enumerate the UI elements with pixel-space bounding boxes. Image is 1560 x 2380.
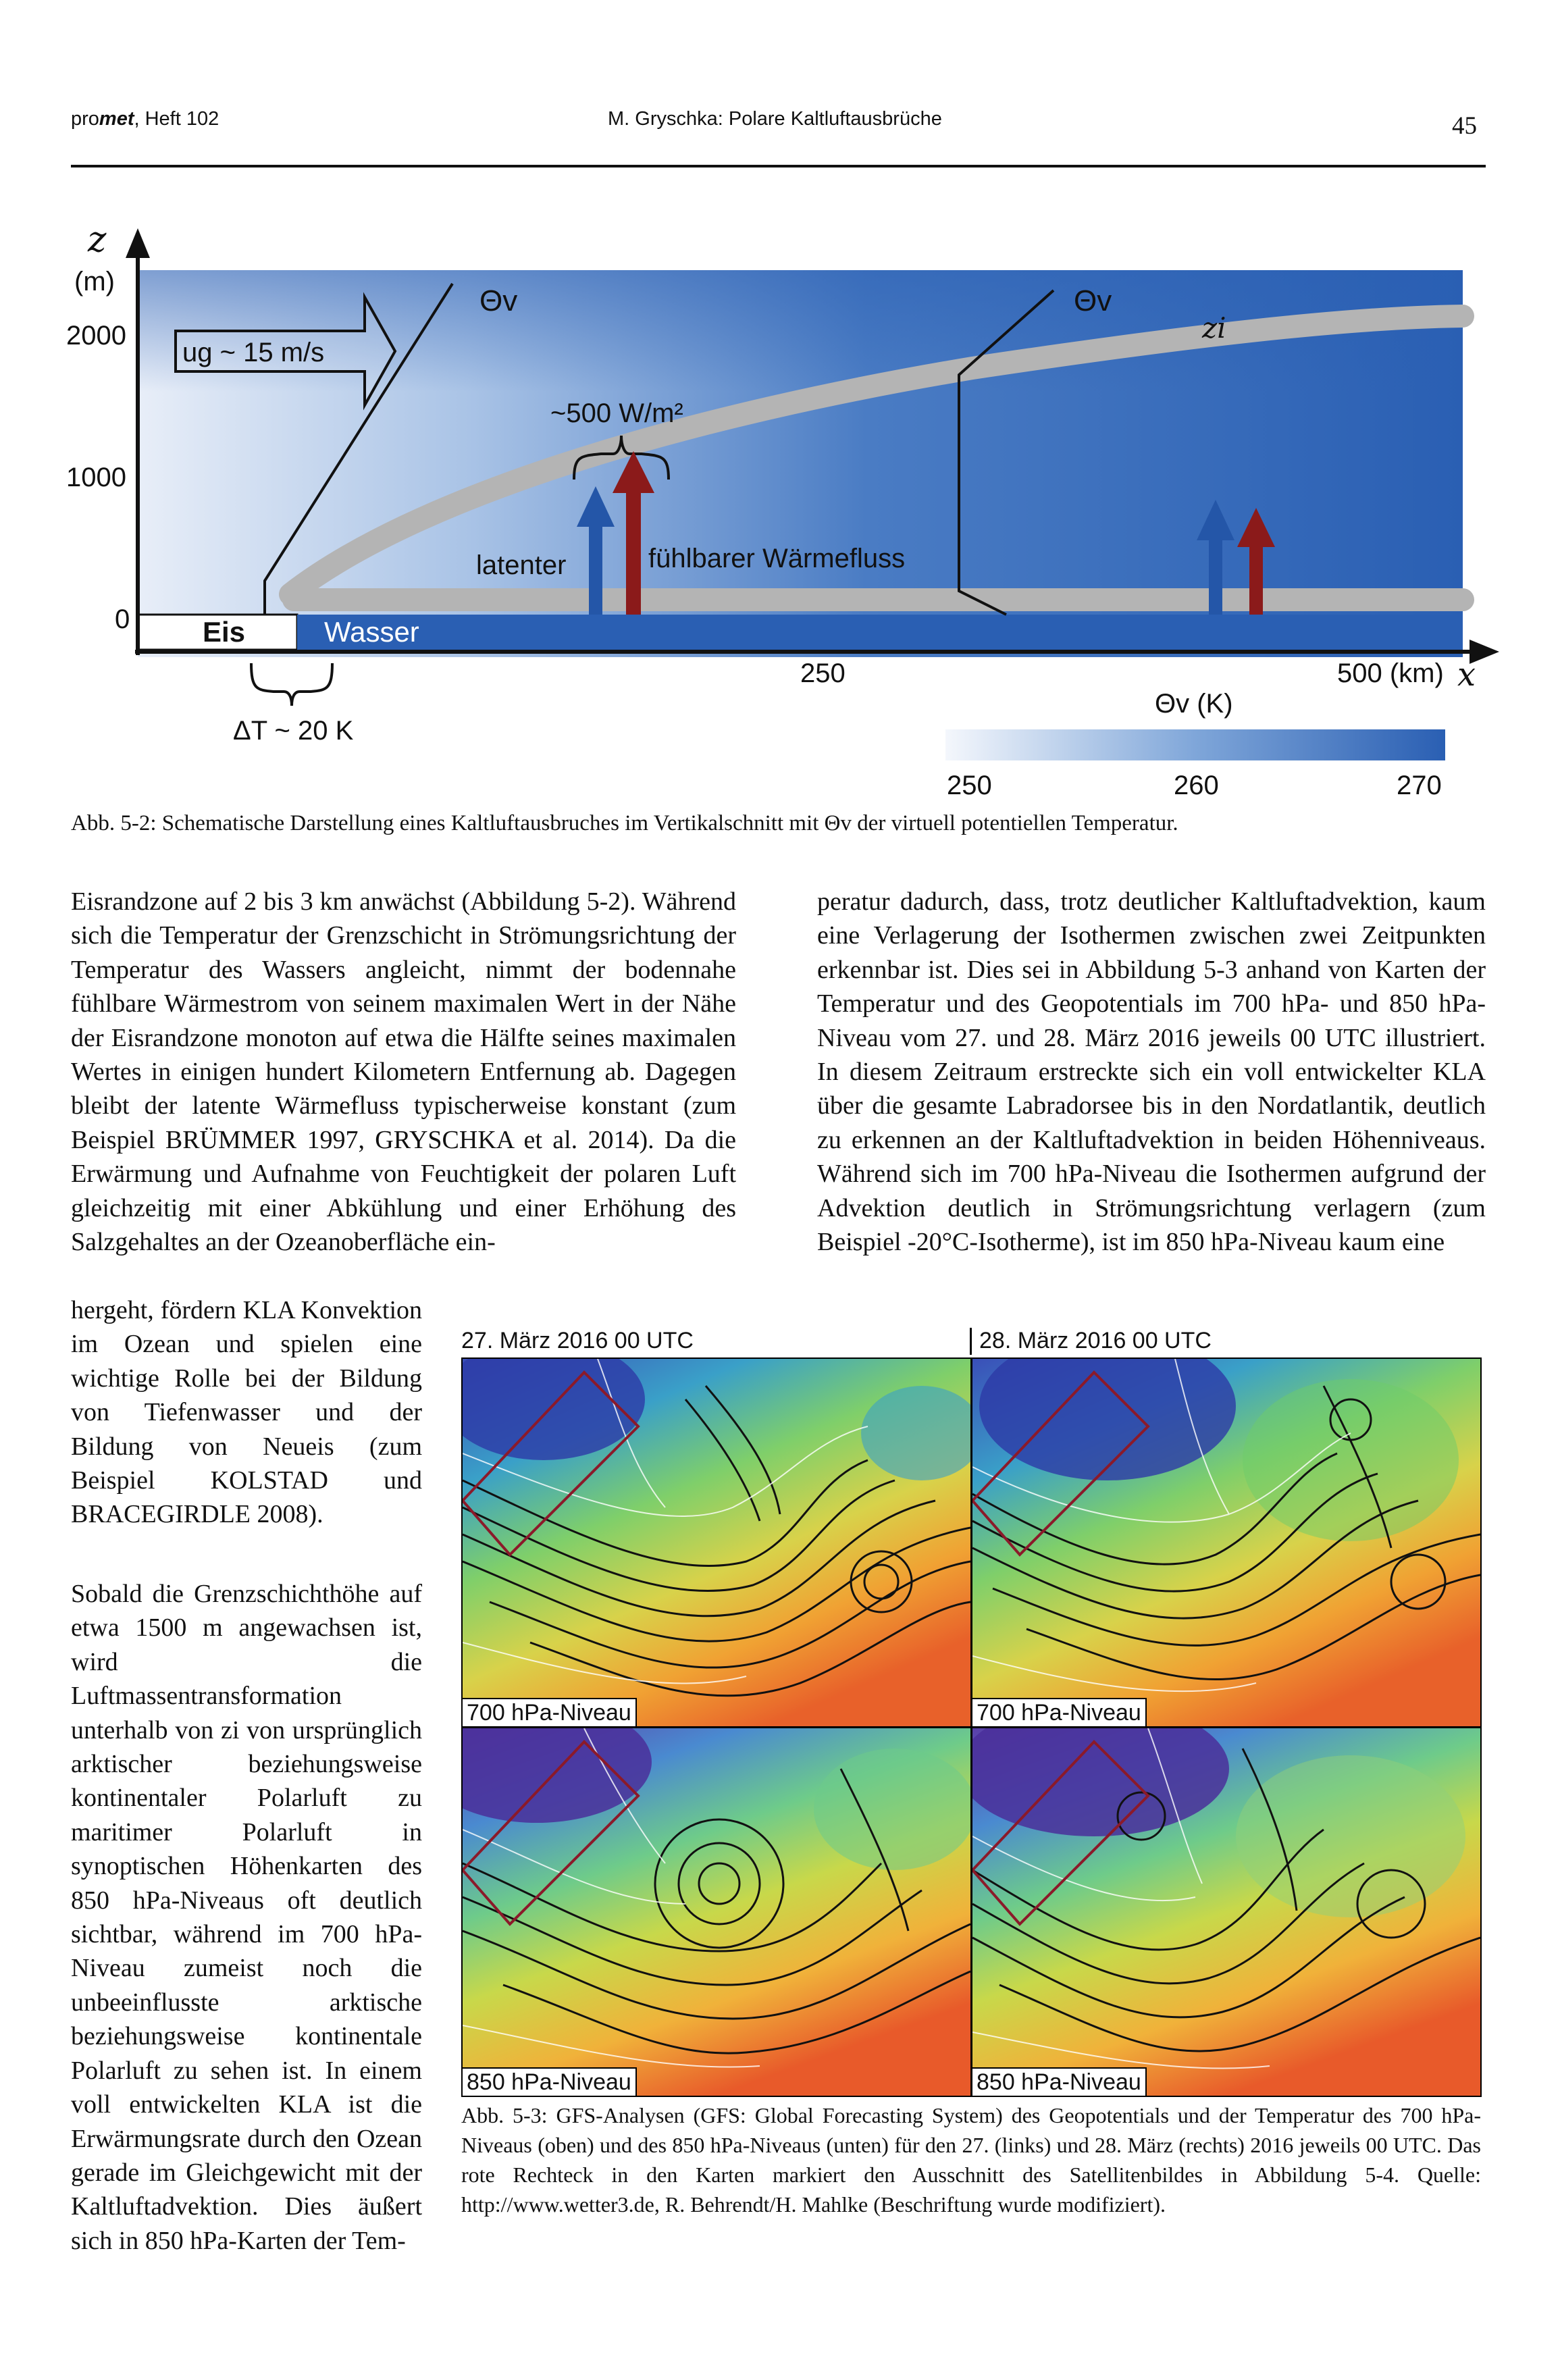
paragraph-1-narrow-part: hergeht, fördern KLA Konvektion im Ozean und spielen eine wichtige Rolle bei der Bildung von Tiefenwasser und der Bildung von Neueis (zum Beispiel KOLSTAD und BRACEGIRDLE 2008).: [71, 1296, 422, 1529]
map-700hpa-27-march: [461, 1357, 972, 1728]
z-axis-label: z: [88, 219, 107, 260]
map-level-label-700-left: 700 hPa-Niveau: [463, 1698, 637, 1726]
sensible-label: fühlbarer Wärmefluss: [648, 544, 906, 573]
colorbar-title: Θv (K): [1155, 689, 1233, 719]
header-rule: [71, 165, 1486, 167]
y-tick-0: 0: [115, 604, 130, 634]
colorbar-tick-260: 260: [1174, 771, 1219, 797]
body-text-left-part2: [71, 1577, 422, 2258]
map-level-label-850-right: 850 hPa-Niveau: [972, 2067, 1147, 2096]
map-date-left: 27. März 2016 00 UTC: [461, 1328, 694, 1353]
map-700hpa-28-march: [971, 1357, 1482, 1728]
map-divider-tick: [970, 1328, 972, 1355]
delta-t-label: ΔT ~ 20 K: [233, 716, 354, 746]
map-level-label-700-right: 700 hPa-Niveau: [972, 1698, 1147, 1726]
page-number: 45: [1452, 112, 1477, 140]
colorbar: [945, 729, 1445, 760]
z-axis-arrow: [126, 228, 150, 258]
wind-label: ug ~ 15 m/s: [182, 338, 325, 367]
flux-label: ~500 W/m²: [550, 398, 683, 428]
map-850hpa-28-march: [971, 1727, 1482, 2097]
figure-5-2-caption: Abb. 5-2: Schematische Darstellung eines Kaltluftausbruches im Vertikalschnitt mit Θv der virtuell potentiellen Temperatur.: [71, 811, 1178, 835]
body-text-left-part1-wide: [71, 885, 736, 1259]
figure-5-3-caption: Abb. 5-3: GFS-Analysen (GFS: Global Forecasting System) des Geopotentials und der Temperatur des 700 hPa-Niveaus (oben) und des 850 hPa-Niveaus (unten) für den 27. (links) und 28. März (rechts) 2016 jeweils 00 UTC. Das rote Rechteck in den Karten markiert den Ausschnitt des Satellitenbildes in Abbildung 5-4. Quelle: http://www.wetter3.de, R. Behrendt/H. Mahlke (Beschriftung wurde modifiziert).: [461, 2103, 1481, 2217]
latent-label: latenter: [476, 550, 567, 580]
z-axis-unit: (m): [74, 267, 115, 296]
x-tick-500: 500 (km): [1337, 658, 1444, 688]
y-tick-1000: 1000: [66, 463, 126, 492]
water-label: Wasser: [324, 616, 419, 648]
zi-label: zi: [1202, 311, 1226, 344]
colorbar-tick-250: 250: [947, 771, 992, 797]
colorbar-tick-270: 270: [1397, 771, 1442, 797]
map-850hpa-27-march: [461, 1727, 972, 2097]
y-tick-2000: 2000: [66, 321, 126, 351]
x-tick-250: 250: [800, 658, 846, 688]
paragraph-2: Sobald die Grenzschichthöhe auf etwa 1500 m angewachsen ist, wird die Luftmassentransformation unterhalb von zi von ursprünglich arktischer beziehungsweise kontinentaler Polarluft zu maritimer Polarluft in synoptischen Höhenkarten des 850 hPa-Niveaus oft deutlich sichtbar, während im 700 hPa-Niveau zumeist noch die unbeeinflusste arktische beziehungsweise kontinentale Polarluft zu sehen ist. In einem voll entwickelten KLA ist die Erwärmungsrate durch den Ozean gerade im Gleichgewicht mit der Kaltluftadvektion. Dies äußert sich in 850 hPa-Karten der Tem-: [71, 1580, 422, 2255]
running-header-left: promet, Heft 102: [71, 108, 219, 130]
theta-v-label-2: Θv: [1074, 284, 1112, 317]
paragraph-1: [71, 885, 736, 1259]
theta-v-label-1: Θv: [479, 284, 518, 317]
x-axis-label: x: [1457, 656, 1476, 694]
body-text-right: [817, 885, 1486, 1259]
running-header-title: M. Gryschka: Polare Kaltluftausbrüche: [608, 108, 942, 130]
figure-5-2-schematic: [61, 216, 1499, 797]
water-surface: [297, 615, 1463, 650]
ice-label: Eis: [203, 616, 246, 648]
paragraph-right: peratur dadurch, dass, trotz deutlicher Kaltluftadvektion, kaum eine Verlagerung der Isothermen zwischen zwei Zeitpunkten erkennbar ist. Dies sei in Abbildung 5-3 anhand von Karten der Temperatur und des Geopotentials im 700 hPa- und 850 hPa-Niveau vom 27. und 28. März 2016 jeweils 00 UTC illustriert. In diesem Zeitraum erstreckte sich ein voll entwickelter KLA über die gesamte Labradorsee bis in den Nordatlantik, deutlich zu erkennen an der Kaltluftadvektion in beiden Höhenniveaus. Während sich im 700 hPa-Niveau die Isothermen aufgrund der Advektion deutlich in Strömungsrichtung verlagern (zum Beispiel -20°C-Isotherme), ist im 850 hPa-Niveau kaum eine: [817, 887, 1486, 1257]
map-date-right: 28. März 2016 00 UTC: [979, 1328, 1212, 1353]
delta-t-brace: [251, 663, 332, 706]
map-level-label-850-left: 850 hPa-Niveau: [463, 2067, 637, 2096]
paragraph-1-wide-part: Eisrandzone auf 2 bis 3 km anwächst (Abbildung 5-2). Während sich die Temperatur der Grenzschicht in Strömungsrichtung der Temperatur des Wassers angleicht, nimmt der bodennahe fühlbare Wärmestrom von seinem maximalen Wert in der Nähe der Eisrandzone monoton auf etwa die Hälfte seines maximalen Wertes in einigen hundert Kilometern Entfernung ab. Dagegen bleibt der latente Wärmefluss typischerweise konstant (zum Beispiel BRÜMMER 1997, GRYSCHKA et al. 2014). Da die Erwärmung und Aufnahme von Feuchtigkeit der polaren Luft gleichzeitig mit einer Abkühlung und einer Erhöhung des Salzgehaltes an der Ozeanoberfläche ein-: [71, 887, 736, 1257]
